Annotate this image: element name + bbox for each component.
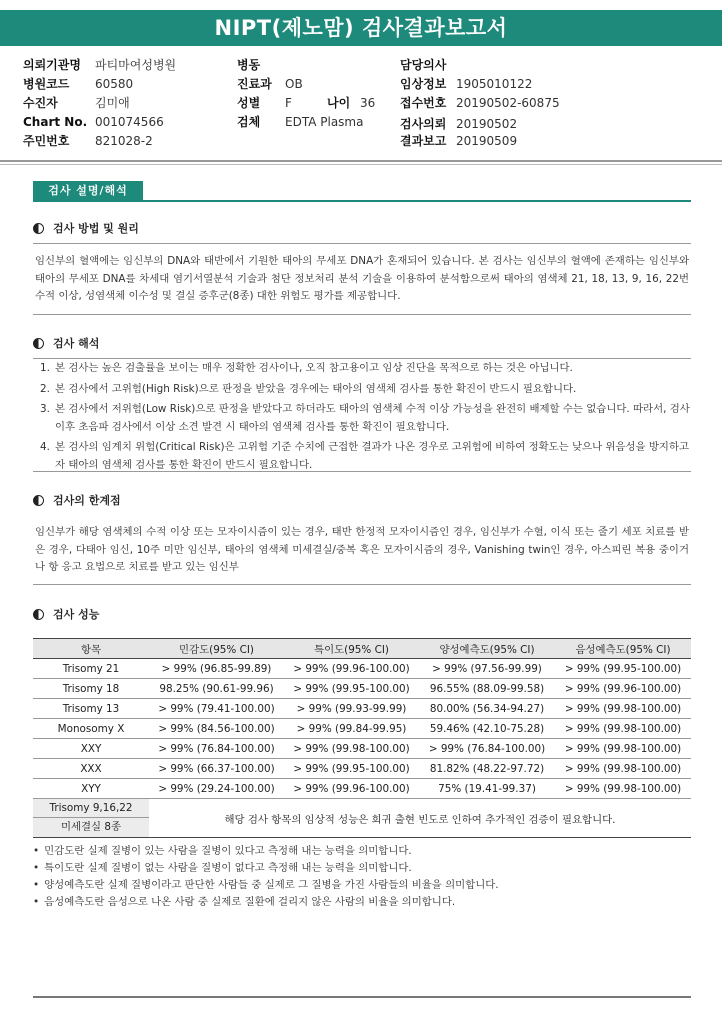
department-value: OB xyxy=(285,77,303,91)
request-date-field xyxy=(400,115,517,132)
table-row-extra xyxy=(33,799,691,838)
extra-label-bottom: 미세결실 8종 xyxy=(33,818,149,837)
interpretation-heading-text: 검사 해석 xyxy=(53,337,100,350)
footer-divider xyxy=(33,996,691,998)
patient-value: 김미애 xyxy=(95,96,130,110)
table-cell: > 99% (99.84-99.95) xyxy=(284,719,419,739)
specimen-value: EDTA Plasma xyxy=(285,115,364,129)
half-circle-icon xyxy=(33,223,44,234)
sex-label: 성별 xyxy=(237,96,261,110)
table-cell: > 99% (97.56-99.99) xyxy=(419,659,555,679)
table-cell: > 99% (99.96-100.00) xyxy=(284,659,419,679)
hospital-field xyxy=(23,56,176,73)
table-cell: > 99% (99.98-100.00) xyxy=(555,739,691,759)
method-divider xyxy=(33,243,691,244)
method-heading xyxy=(33,220,139,236)
sex-field xyxy=(237,94,292,111)
item-text: 본 검사의 임계치 위험(Critical Risk)은 고위험 기준 수치에 근접한 결과가 나온 경우로 고위험에 비하여 정확도는 낮으나 위음성을 방지하고자 태아의 염색체 검사를 통한 확진이 반드시 필요합니다. xyxy=(55,441,690,471)
hospital-code-field xyxy=(23,75,133,92)
table-cell: > 99% (66.37-100.00) xyxy=(149,759,284,779)
table-row xyxy=(33,759,691,779)
table-cell: > 99% (99.96-100.00) xyxy=(284,779,419,799)
table-cell: 81.82% (48.22-97.72) xyxy=(419,759,555,779)
performance-heading-text: 검사 성능 xyxy=(53,608,100,621)
column-header: 특이도(95% CI) xyxy=(284,639,419,659)
half-circle-icon xyxy=(33,609,44,620)
report-date-field xyxy=(400,132,517,149)
receipt-no-label: 접수번호 xyxy=(400,96,447,110)
item-number: 1. xyxy=(40,362,50,374)
extra-label-cell xyxy=(33,799,149,838)
half-circle-icon xyxy=(33,495,44,506)
note-item: • 특이도란 실제 질병이 없는 사람을 질병이 없다고 측정해 내는 능력을 의미합니다. xyxy=(33,860,499,877)
resident-no-field xyxy=(23,132,153,149)
list-item xyxy=(40,381,690,399)
table-cell: > 99% (99.98-100.00) xyxy=(555,719,691,739)
table-cell: > 99% (29.24-100.00) xyxy=(149,779,284,799)
report-date-value: 20190509 xyxy=(456,134,518,148)
half-circle-icon xyxy=(33,338,44,349)
column-header: 항목 xyxy=(33,639,149,659)
report-date-label: 결과보고 xyxy=(400,134,447,148)
table-cell: 80.00% (56.34-94.27) xyxy=(419,699,555,719)
note-item: • 양성예측도란 실제 질병이라고 판단한 사람들 중 실제로 그 질병을 가진 사람들의 비율을 의미합니다. xyxy=(33,877,499,894)
patient-info xyxy=(0,54,722,150)
table-row xyxy=(33,739,691,759)
chart-no-value: 001074566 xyxy=(95,115,164,129)
item-number: 4. xyxy=(40,441,50,453)
patient-field xyxy=(23,94,130,111)
hospital-code-value: 60580 xyxy=(95,77,134,91)
specimen-label: 검체 xyxy=(237,115,261,129)
table-cell: > 99% (99.98-100.00) xyxy=(555,759,691,779)
extra-label-top: Trisomy 9,16,22 xyxy=(33,799,149,818)
patient-label: 수진자 xyxy=(23,96,58,110)
hospital-label: 의뢰기관명 xyxy=(23,58,81,72)
table-cell: XXX xyxy=(33,759,149,779)
section-underline xyxy=(33,200,691,202)
header-divider xyxy=(0,160,722,162)
item-text: 본 검사에서 고위험(High Risk)으로 판정을 받았을 경우에는 태아의 염색체 검사를 통한 확진이 반드시 필요합니다. xyxy=(55,382,577,395)
request-date-value: 20190502 xyxy=(456,117,518,131)
table-cell: > 99% (76.84-100.00) xyxy=(419,739,555,759)
table-cell: Monosomy X xyxy=(33,719,149,739)
list-item xyxy=(40,401,690,436)
table-row xyxy=(33,699,691,719)
clinical-info-value: 1905010122 xyxy=(456,77,533,91)
limitations-bottom-divider xyxy=(33,584,691,585)
table-cell: 59.46% (42.10-75.28) xyxy=(419,719,555,739)
extra-note-cell: 해당 검사 항목의 임상적 성능은 희귀 출현 빈도로 인하여 추가적인 검증이 필요합니다. xyxy=(149,799,691,838)
table-cell: > 99% (99.98-100.00) xyxy=(555,699,691,719)
limitations-text: 임신부가 해당 염색체의 수적 이상 또는 모자이시즘이 있는 경우, 태반 한정적 모자이시즘인 경우, 임신부가 수혈, 이식 또는 줄기 세포 치료를 받은 경우, 다태아 임신, 10주 미만 임신부, 태아의 염색체 미세결실/중복 혹은 모자이시즘의 경우, Vanishing twin인 경우, 아스피린 복용 중이거나 항 응고 요법으로 치료를 받고 있는 임신부 xyxy=(35,526,689,573)
doctor-field xyxy=(400,56,456,73)
department-field xyxy=(237,75,303,92)
resident-no-value: 821028-2 xyxy=(95,134,153,148)
interpretation-list xyxy=(40,360,690,477)
age-field xyxy=(327,94,375,111)
doctor-label: 담당의사 xyxy=(400,58,447,72)
table-cell: > 99% (99.98-100.00) xyxy=(555,779,691,799)
chart-no-label: Chart No. xyxy=(23,115,88,129)
list-item xyxy=(40,360,690,378)
item-number: 2. xyxy=(40,382,50,395)
table-cell: > 99% (79.41-100.00) xyxy=(149,699,284,719)
interpretation-bottom-divider xyxy=(33,471,691,472)
age-value: 36 xyxy=(360,96,376,110)
report-title: NIPT(제노맘) 검사결과보고서 xyxy=(0,10,722,46)
method-text: 임신부의 혈액에는 임신부의 DNA와 태반에서 기원한 태아의 무세포 DNA가 혼재되어 있습니다. 본 검사는 임신부의 혈액에 존재하는 임신부와 태아의 무세포 DNA를 차세대 염기서열분석 기술과 첨단 정보처리 분석 기술을 이용하여 분석함으로써 태아의 염색체 21, 18, 13, 9, 16, 22번 수적 이상, 성염색체 이수성 및 결실 증후군(8종) 대한 위험도 평가를 제공합니다. xyxy=(35,255,689,302)
interpretation-heading xyxy=(33,335,99,351)
item-text: 본 검사는 높은 검출률을 보이는 매우 정확한 검사이나, 오직 참고용이고 임상 진단을 목적으로 하는 것은 아닙니다. xyxy=(55,362,573,374)
column-header: 양성예측도(95% CI) xyxy=(419,639,555,659)
receipt-no-field xyxy=(400,94,560,111)
limitations-heading-text: 검사의 한계점 xyxy=(53,494,121,507)
table-cell: 96.55% (88.09-99.58) xyxy=(419,679,555,699)
table-row xyxy=(33,779,691,799)
table-row xyxy=(33,659,691,679)
table-cell: > 99% (84.56-100.00) xyxy=(149,719,284,739)
table-cell: > 99% (99.93-99.99) xyxy=(284,699,419,719)
table-row xyxy=(33,719,691,739)
table-row xyxy=(33,679,691,699)
performance-table xyxy=(33,638,691,838)
table-cell: XXY xyxy=(33,739,149,759)
table-cell: XYY xyxy=(33,779,149,799)
clinical-info-label: 임상정보 xyxy=(400,77,447,91)
receipt-no-value: 20190502-60875 xyxy=(456,96,560,110)
section-tab: 검사 설명/해석 xyxy=(33,181,143,200)
clinical-info-field xyxy=(400,75,532,92)
table-cell: 98.25% (90.61-99.96) xyxy=(149,679,284,699)
column-header: 음성예측도(95% CI) xyxy=(555,639,691,659)
table-cell: Trisomy 13 xyxy=(33,699,149,719)
column-header: 민감도(95% CI) xyxy=(149,639,284,659)
table-header-row xyxy=(33,639,691,659)
list-item xyxy=(40,439,690,474)
table-cell: > 99% (99.98-100.00) xyxy=(284,739,419,759)
ward-field xyxy=(237,56,285,73)
sex-value: F xyxy=(285,96,292,110)
request-date-label: 검사의뢰 xyxy=(400,117,447,131)
method-bottom-divider xyxy=(33,314,691,315)
definition-notes xyxy=(33,843,499,911)
table-cell: > 99% (99.95-100.00) xyxy=(555,659,691,679)
specimen-field xyxy=(237,113,363,130)
table-cell: > 99% (96.85-99.89) xyxy=(149,659,284,679)
age-label: 나이 xyxy=(327,96,351,110)
method-heading-text: 검사 방법 및 원리 xyxy=(53,222,139,235)
hospital-value: 파티마여성병원 xyxy=(95,58,177,72)
table-cell: Trisomy 18 xyxy=(33,679,149,699)
table-cell: > 99% (99.95-100.00) xyxy=(284,679,419,699)
department-label: 진료과 xyxy=(237,77,272,91)
hospital-code-label: 병원코드 xyxy=(23,77,70,91)
interpretation-divider xyxy=(33,358,691,359)
limitations-heading xyxy=(33,492,121,508)
ward-label: 병동 xyxy=(237,58,261,72)
resident-no-label: 주민번호 xyxy=(23,134,70,148)
table-cell: > 99% (99.96-100.00) xyxy=(555,679,691,699)
chart-no-field xyxy=(23,115,164,129)
performance-heading xyxy=(33,606,99,622)
note-item: • 민감도란 실제 질병이 있는 사람을 질병이 있다고 측정해 내는 능력을 의미합니다. xyxy=(33,843,499,860)
table-cell: > 99% (99.95-100.00) xyxy=(284,759,419,779)
table-cell: Trisomy 21 xyxy=(33,659,149,679)
table-cell: > 99% (76.84-100.00) xyxy=(149,739,284,759)
table-cell: 75% (19.41-99.37) xyxy=(419,779,555,799)
header-divider-thin xyxy=(0,164,722,165)
note-item: • 음성예측도란 음성으로 나온 사람 중 실제로 질환에 걸리지 않은 사람의 비율을 의미합니다. xyxy=(33,894,499,911)
item-number: 3. xyxy=(40,403,50,415)
item-text: 본 검사에서 저위험(Low Risk)으로 판정을 받았다고 하더라도 태아의 염색체 수적 이상 가능성을 완전히 배제할 수는 없습니다. 따라서, 검사 이후 초음파 검사에서 이상 소견 발견 시 태아의 염색체 검사를 통한 확진이 필요합니다. xyxy=(55,403,690,433)
